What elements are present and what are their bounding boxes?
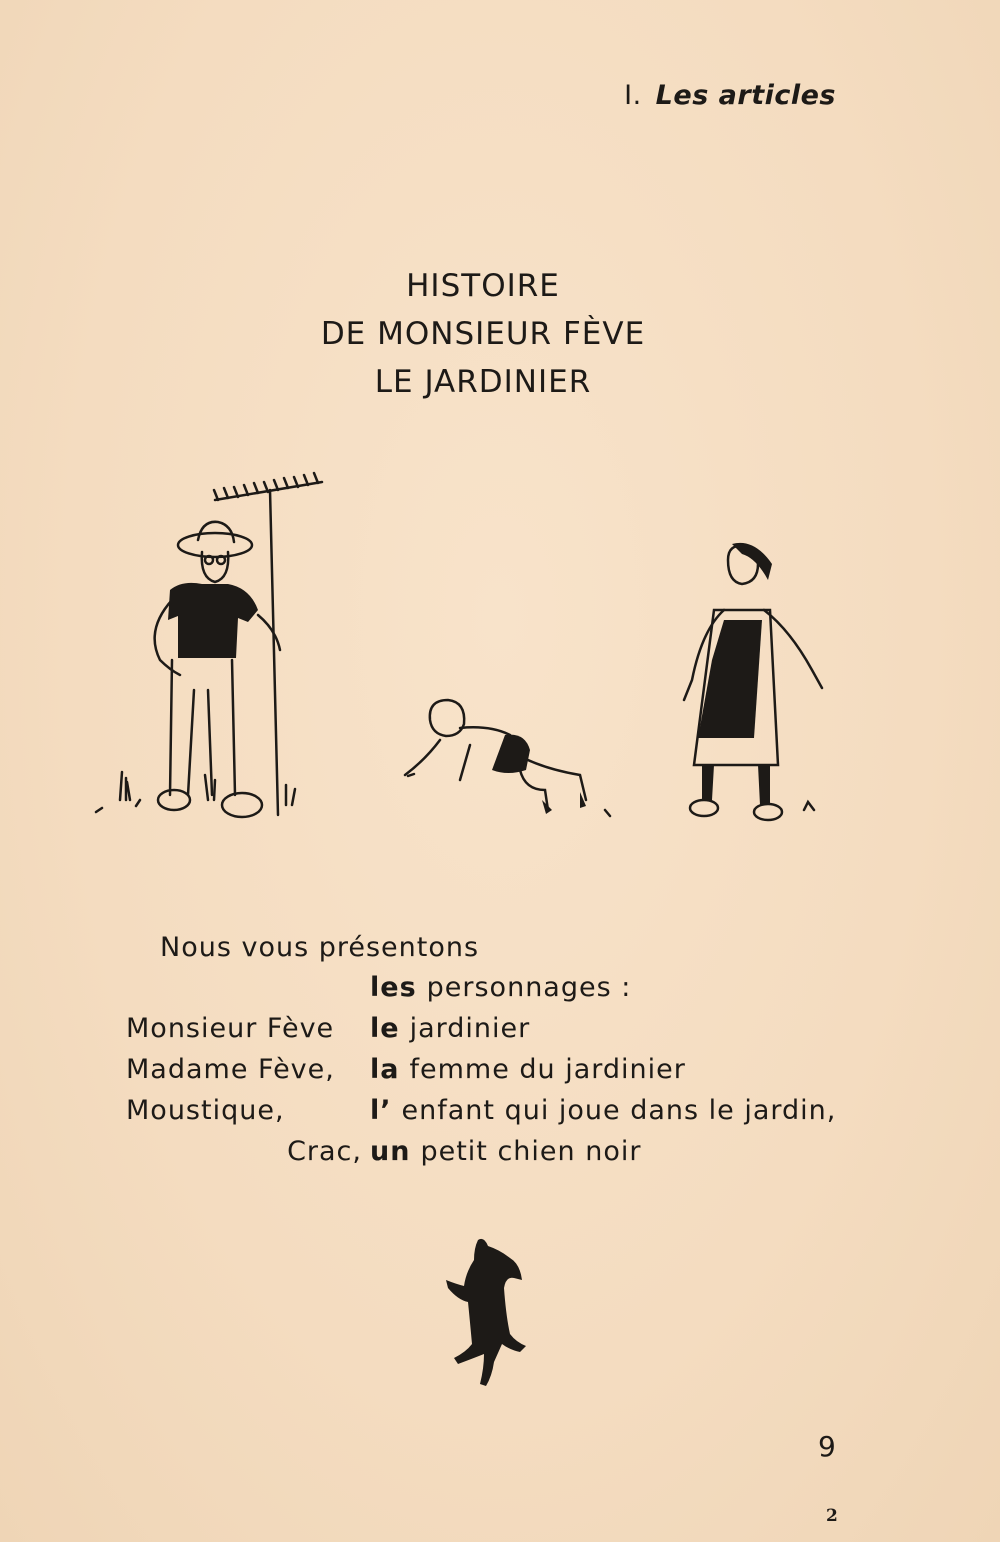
character-description bbox=[370, 1095, 836, 1126]
character-name: Crac, bbox=[287, 1136, 362, 1167]
description-text: petit chien noir bbox=[420, 1136, 642, 1167]
signature-mark: 2 bbox=[826, 1506, 838, 1526]
article: la bbox=[370, 1054, 400, 1085]
chapter-title: Les articles bbox=[655, 80, 836, 111]
character-description bbox=[370, 1054, 686, 1085]
character-row bbox=[0, 1054, 1000, 1095]
chapter-number: I. bbox=[624, 80, 642, 111]
title-line-2: DE MONSIEUR FÈVE bbox=[320, 316, 646, 352]
intro-line: Nous vous présentons bbox=[160, 932, 480, 963]
character-name: Monsieur Fève bbox=[126, 1013, 335, 1044]
article: les bbox=[370, 972, 417, 1003]
character-description bbox=[370, 972, 631, 1003]
character-row bbox=[0, 1013, 1000, 1054]
title-line-3: LE JARDINIER bbox=[374, 364, 592, 400]
character-row bbox=[0, 972, 1000, 1013]
character-name: Moustique, bbox=[126, 1095, 285, 1126]
story-title bbox=[0, 262, 966, 406]
woman-illustration bbox=[672, 540, 837, 830]
title-line-1: HISTOIRE bbox=[406, 268, 560, 304]
article: un bbox=[370, 1136, 411, 1167]
chapter-header bbox=[624, 80, 836, 111]
description-text: femme du jardinier bbox=[409, 1054, 686, 1085]
character-row bbox=[0, 1095, 1000, 1136]
character-name: Madame Fève, bbox=[126, 1054, 335, 1085]
description-text: enfant qui joue dans le jardin, bbox=[401, 1095, 837, 1126]
gardener-illustration bbox=[90, 460, 330, 830]
article: l’ bbox=[370, 1095, 392, 1126]
character-row bbox=[0, 1136, 1000, 1177]
character-description bbox=[370, 1013, 530, 1044]
article: le bbox=[370, 1013, 400, 1044]
child-illustration bbox=[400, 690, 625, 825]
description-text: jardinier bbox=[409, 1013, 531, 1044]
character-description bbox=[370, 1136, 641, 1167]
description-text: personnages : bbox=[426, 972, 632, 1003]
dog-illustration bbox=[440, 1236, 530, 1391]
page-number: 9 bbox=[818, 1430, 836, 1463]
